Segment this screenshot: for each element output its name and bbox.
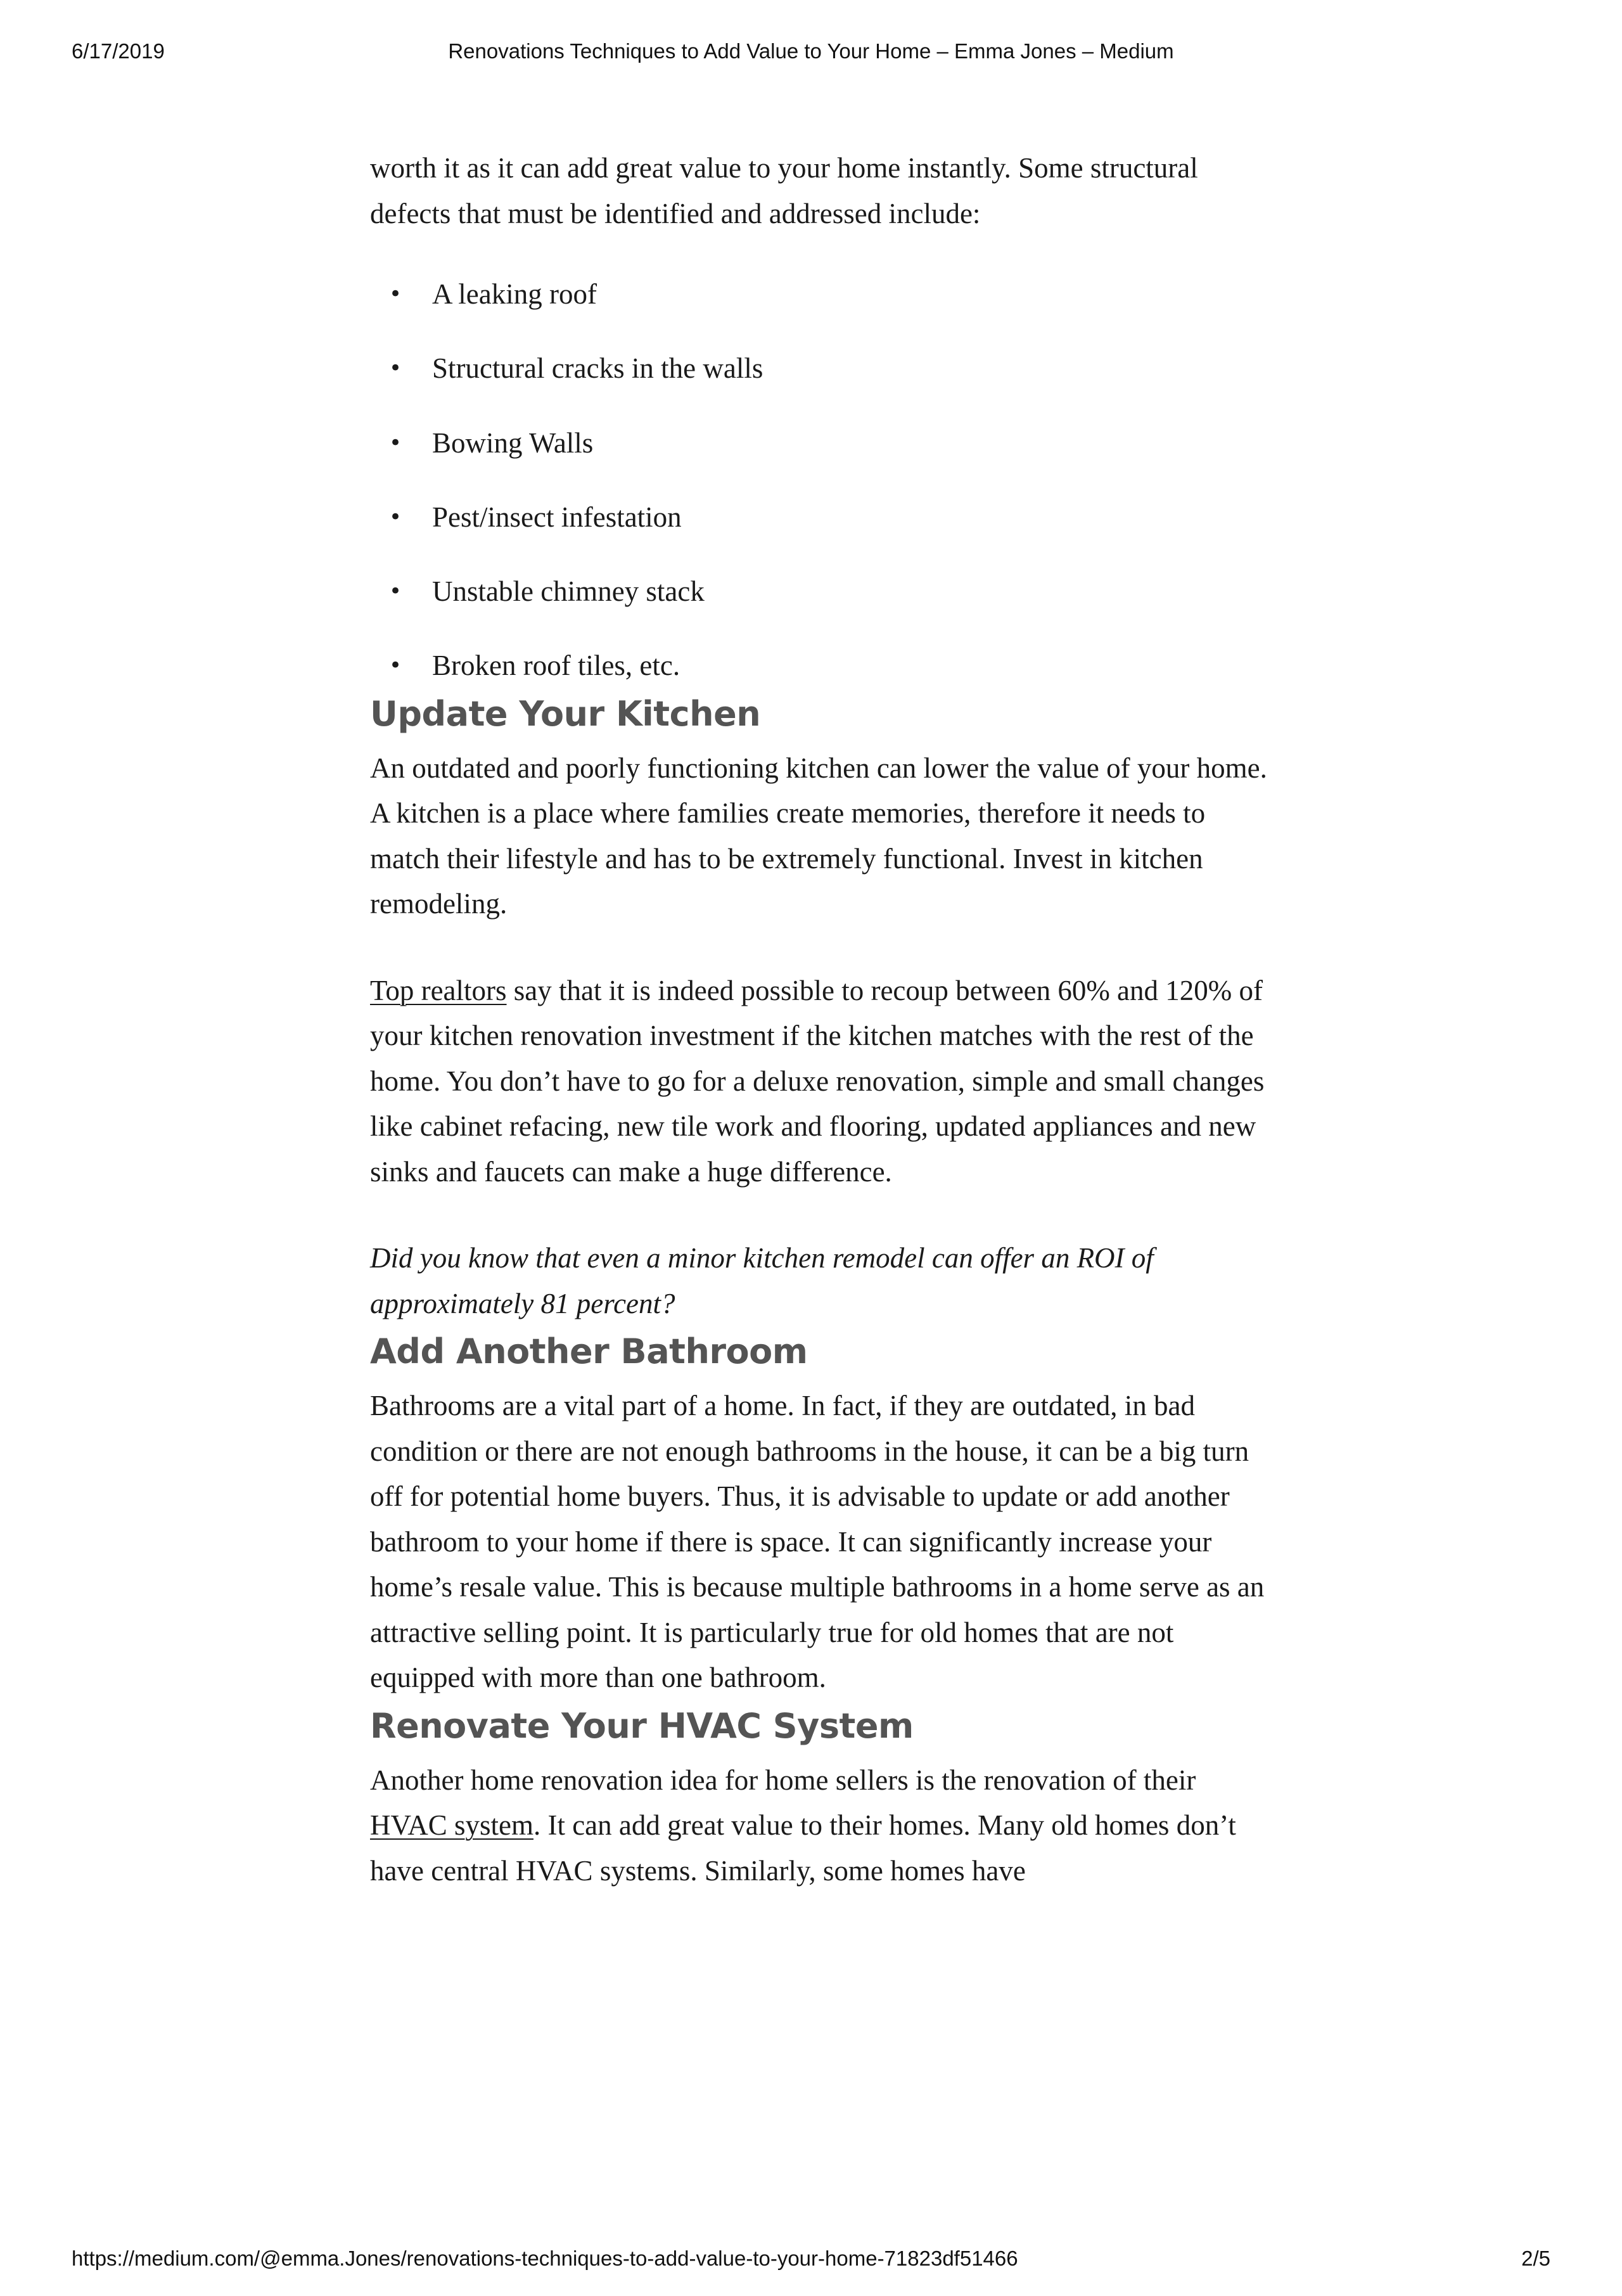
- hvac-paragraph-end: . It can add great value to their homes. Many old homes don’t have central HVAC systems. Similarly, some homes have: [370, 1809, 1236, 1887]
- page-number: 2/5: [1521, 2247, 1550, 2270]
- bathroom-paragraph: Bathrooms are a vital part of a home. In fact, if they are outdated, in bad condition or there are not enough bathrooms in the house, it can be a big turn off for potential home buyers. Thus, it is advisable to update or add another bathroom to your home if there is space. It can significantly increase your home’s resale value. This is because multiple bathrooms in a home serve as an attractive selling point. It is particularly true for old homes that are not equipped with more than one bathroom.: [370, 1390, 1265, 1694]
- bullet-icon: •: [389, 430, 402, 456]
- list-item: [370, 495, 1270, 541]
- list-item-text: Bowing Walls: [432, 426, 594, 459]
- kitchen-roi-note: Did you know that even a minor kitchen remodel can offer an ROI of approximately 81 percent?: [370, 1242, 1154, 1319]
- print-footer: [0, 2247, 1622, 2276]
- kitchen-heading: Update Your Kitchen: [370, 693, 761, 734]
- list-item: [370, 643, 1270, 689]
- top-realtors-link[interactable]: Top realtors: [370, 974, 507, 1006]
- print-url: https://medium.com/@emma.Jones/renovations-techniques-to-add-value-to-your-home-71823df51466: [72, 2247, 1018, 2270]
- kitchen-paragraph-2-text: say that it is indeed possible to recoup between 60% and 120% of your kitchen renovation investment if the kitchen matches with the rest of the home. You don’t have to go for a deluxe renovation, simple and small changes like cabinet refacing, new tile work and flooring, updated appliances and new sinks and faucets can make a huge difference.: [370, 974, 1265, 1188]
- hvac-system-link[interactable]: HVAC system: [370, 1809, 533, 1842]
- list-item-text: Structural cracks in the walls: [432, 352, 763, 385]
- bullet-icon: •: [389, 653, 402, 679]
- kitchen-paragraph-2: [370, 968, 1270, 1195]
- list-item: [370, 569, 1270, 615]
- bullet-icon: •: [389, 579, 402, 605]
- bathroom-heading: Add Another Bathroom: [370, 1331, 808, 1372]
- list-item-text: Broken roof tiles, etc.: [432, 650, 680, 682]
- list-item-text: Unstable chimney stack: [432, 575, 705, 608]
- bullet-icon: •: [389, 356, 402, 382]
- intro-paragraph: worth it as it can add great value to your home instantly. Some structural defects that must be identified and addressed include:: [370, 152, 1198, 229]
- list-item-text: Pest/insect infestation: [432, 501, 682, 533]
- hvac-paragraph: [370, 1758, 1270, 1894]
- list-item: [370, 272, 1270, 317]
- kitchen-paragraph-1: An outdated and poorly functioning kitchen can lower the value of your home. A kitchen is a place where families create memories, therefore it needs to match their lifestyle and has to be extremely functional. Invest in kitchen remodeling.: [370, 752, 1267, 920]
- list-item: [370, 421, 1270, 466]
- print-date: 6/17/2019: [72, 39, 165, 63]
- article-body: [370, 146, 1270, 1894]
- list-item: [370, 346, 1270, 392]
- print-header: [0, 39, 1622, 68]
- hvac-heading: Renovate Your HVAC System: [370, 1705, 914, 1746]
- defects-list: [370, 272, 1270, 689]
- bullet-icon: •: [389, 504, 402, 530]
- print-page-title: Renovations Techniques to Add Value to Your Home – Emma Jones – Medium: [448, 39, 1174, 63]
- hvac-paragraph-start: Another home renovation idea for home sellers is the renovation of their: [370, 1764, 1196, 1796]
- list-item-text: A leaking roof: [432, 278, 597, 310]
- bullet-icon: •: [389, 281, 402, 307]
